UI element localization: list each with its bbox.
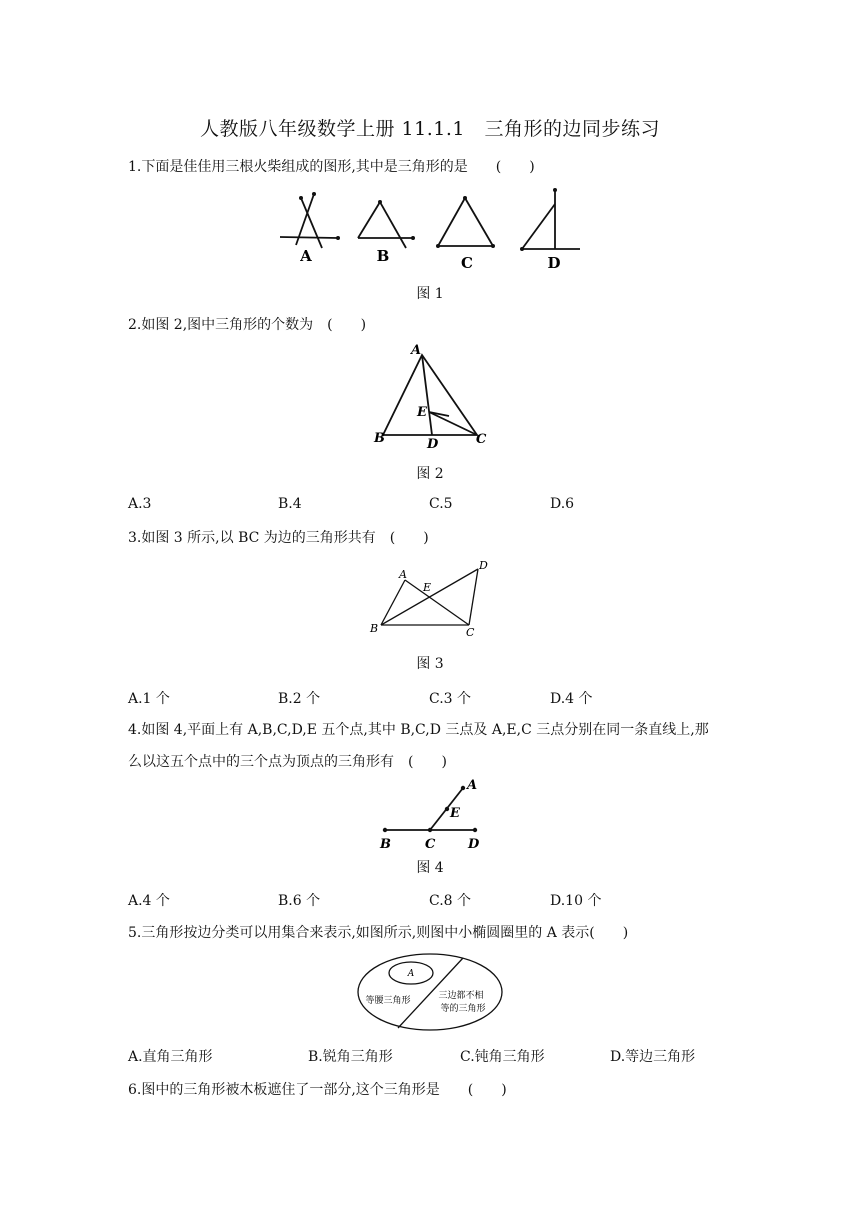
q4-option-b: B.6 个 [278, 893, 321, 909]
q5-option-c: C.钝角三角形 [460, 1049, 545, 1065]
page-title: 人教版八年级数学上册 11.1.1 三角形的边同步练习 [200, 118, 660, 140]
q3-option-d: D.4 个 [550, 691, 593, 707]
q3-option-c: C.3 个 [429, 691, 472, 707]
label-a: A [300, 247, 312, 265]
match-d-2 [522, 204, 555, 249]
q2-option-a: A.3 [128, 496, 152, 512]
q4-option-d: D.10 个 [550, 893, 602, 909]
q5-option-d: D.等边三角形 [610, 1049, 696, 1065]
point-e: E [417, 405, 427, 420]
point-a: A [467, 778, 478, 793]
q2-option-c: C.5 [429, 496, 453, 512]
point-c: C [476, 432, 487, 447]
match-b-1 [358, 202, 380, 238]
figure-4-caption: 图 4 [416, 860, 444, 876]
match-c-1 [438, 198, 465, 246]
figure-1 [270, 185, 590, 270]
point-b: B [380, 837, 391, 852]
point-b: B [374, 431, 385, 446]
left-label: 等腰三角形 [365, 996, 411, 1006]
question-6-text: 6.图中的三角形被木板遮住了一部分,这个三角形是 ( ) [128, 1082, 507, 1098]
right-label-line1: 三边都不相 [438, 991, 484, 1001]
point-e: E [450, 806, 460, 821]
point-c: C [466, 626, 475, 639]
question-1-text: 1.下面是佳佳用三根火柴组成的图形,其中是三角形的是 ( ) [128, 159, 535, 175]
label-c: C [461, 254, 473, 272]
match-a-3 [280, 237, 338, 238]
point-c: C [425, 837, 436, 852]
question-4-text-line1: 4.如图 4,平面上有 A,B,C,D,E 五个点,其中 B,C,D 三点及 A,E,C 三点分别在同一条直线上,那 [128, 722, 709, 738]
match-b-2 [380, 202, 406, 248]
point-d: D [479, 559, 488, 572]
figure-3 [365, 558, 505, 643]
figure-5-venn [355, 952, 505, 1032]
point-a: A [411, 343, 422, 358]
label-d: D [547, 254, 561, 272]
q3-option-a: A.1 个 [128, 691, 170, 707]
q3-option-b: B.2 个 [278, 691, 321, 707]
q4-option-a: A.4 个 [128, 893, 170, 909]
figure-1-caption: 图 1 [416, 286, 444, 302]
inner-label: A [407, 969, 415, 979]
match-c-2 [465, 198, 493, 246]
point-d: D [427, 437, 439, 452]
q4-option-c: C.8 个 [429, 893, 472, 909]
q5-option-a: A.直角三角形 [128, 1049, 213, 1065]
right-label-line2: 等的三角形 [440, 1004, 486, 1014]
point-e: E [423, 581, 432, 594]
figure-3-caption: 图 3 [416, 656, 444, 672]
question-4-text-line2: 么以这五个点中的三个点为顶点的三角形有 ( ) [128, 754, 447, 770]
label-b: B [376, 247, 390, 265]
q5-option-b: B.锐角三角形 [308, 1049, 393, 1065]
figure-2 [370, 340, 500, 450]
question-2-text: 2.如图 2,图中三角形的个数为 ( ) [128, 317, 367, 333]
q2-option-d: D.6 [550, 496, 575, 512]
point-d: D [468, 837, 480, 852]
question-5-text: 5.三角形按边分类可以用集合来表示,如图所示,则图中小椭圆圈里的 A 表示( ) [128, 925, 629, 941]
point-b: B [370, 622, 379, 635]
point-a: A [399, 568, 407, 581]
figure-4 [375, 778, 485, 853]
figure-2-caption: 图 2 [416, 466, 444, 482]
question-3-text: 3.如图 3 所示,以 BC 为边的三角形共有 ( ) [128, 530, 429, 546]
q2-option-b: B.4 [278, 496, 302, 512]
